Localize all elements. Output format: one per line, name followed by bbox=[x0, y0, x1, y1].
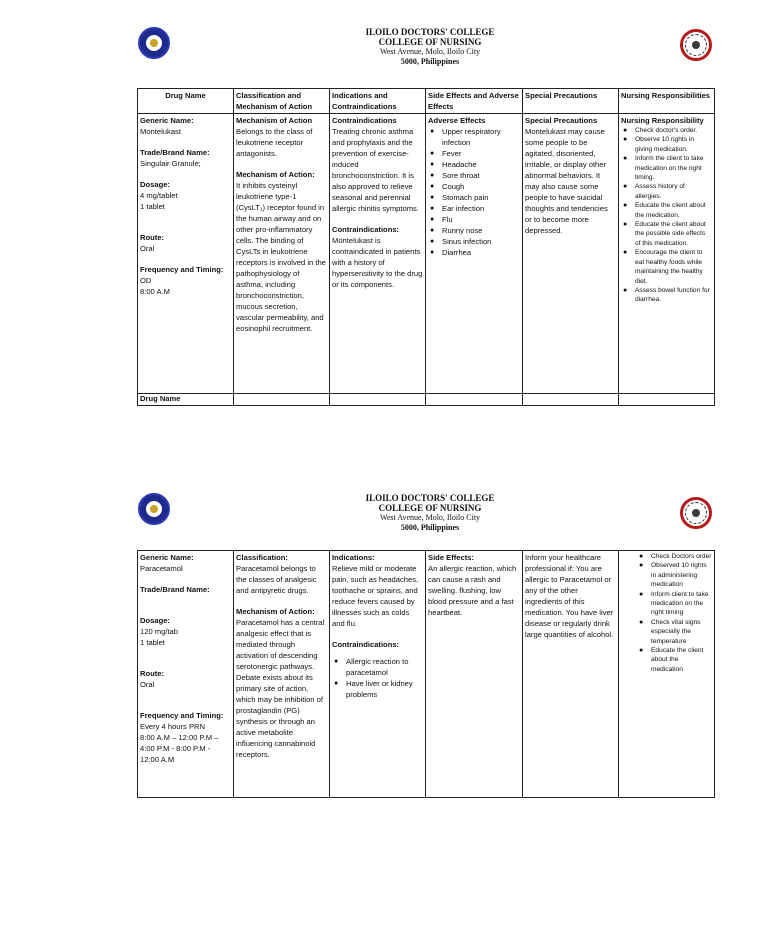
generic-label: Generic Name: bbox=[140, 116, 194, 125]
moa-label: Mechanism of Action: bbox=[236, 170, 315, 179]
indications-label: Indications: bbox=[332, 553, 375, 562]
drug-name-cell bbox=[138, 551, 234, 798]
col-nursing: Nursing Responsibilities bbox=[619, 89, 715, 114]
indications-text: Treating chronic asthma and prophylaxis and the prevention of exercise-induced bronchoconstriction. It is also approved to relieve seasonal and perennial allergic rhinitis symptoms. bbox=[332, 127, 419, 213]
generic-name: Paracetamol bbox=[140, 564, 183, 573]
footer-drug-name: Drug Name bbox=[138, 394, 234, 406]
side-effects-label: Side Effects: bbox=[428, 553, 474, 562]
list-item: ● Upper respiratory infection bbox=[442, 126, 520, 148]
nursing-list bbox=[621, 126, 712, 305]
nursing-cell bbox=[619, 114, 715, 394]
col-classification: Classification and Mechanism of Action bbox=[234, 89, 330, 114]
nursing-seal-right-icon bbox=[680, 29, 712, 61]
frequency-line: Every 4 hours PRN bbox=[140, 722, 205, 731]
postal-address: 5000, Philippines bbox=[400, 57, 460, 66]
list-item: ● Runny nose bbox=[442, 225, 520, 236]
table-row bbox=[138, 394, 715, 406]
college-name: ILOILO DOCTORS' COLLEGE bbox=[365, 493, 495, 503]
list-item: ● Educate the client about the possible side effects of this medication. bbox=[635, 220, 712, 248]
side-effects-list bbox=[428, 126, 520, 258]
college-seal-left-icon bbox=[138, 493, 170, 525]
list-item: ● Stomach pain bbox=[442, 192, 520, 203]
list-item: ● Sore throat bbox=[442, 170, 520, 181]
frequency-line: 12:00 A.M bbox=[140, 755, 175, 764]
frequency-label: Frequency and Timing: bbox=[140, 711, 224, 720]
route-value: Oral bbox=[140, 680, 155, 689]
trade-label: Trade/Brand Name: bbox=[140, 585, 210, 594]
list-item: ● Observe 10 rights in giving medication. bbox=[635, 135, 712, 154]
repeat-header-precautions: Special Precautions bbox=[525, 116, 598, 125]
list-item: ● Have liver or kidney problems bbox=[346, 678, 423, 700]
department-name: COLLEGE OF NURSING bbox=[378, 37, 482, 47]
side-effects-text: An allergic reaction, which can cause a rash and swelling. flushing, low blood pressure and a fast heartbeat. bbox=[428, 564, 517, 617]
trade-label: Trade/Brand Name: bbox=[140, 148, 210, 157]
nursing-seal-right-icon bbox=[680, 497, 712, 529]
indications-cell bbox=[330, 114, 426, 394]
letterhead bbox=[250, 493, 610, 533]
classification-cell bbox=[234, 114, 330, 394]
list-item: ● Educate the client about the medication bbox=[651, 646, 712, 674]
trade-name: Singulair Granule; bbox=[140, 159, 201, 168]
indications-cell bbox=[330, 551, 426, 798]
contraindications-list bbox=[332, 656, 423, 700]
classification-cell bbox=[234, 551, 330, 798]
precautions-text: Montelukast may cause some people to be agitated, disoriented, irritable, or display other abnormal behaviors. It may also cause some people to have suicidal thoughts and tendencies or to become more depressed. bbox=[525, 127, 608, 235]
repeat-header-contra: Contraindications bbox=[332, 116, 397, 125]
frequency-label: Frequency and Timing: bbox=[140, 265, 224, 274]
route-label: Route: bbox=[140, 669, 165, 678]
department-name: COLLEGE OF NURSING bbox=[378, 503, 482, 513]
contraindications-label: Contraindications: bbox=[332, 225, 400, 234]
classification-text: Paracetamol belongs to the classes of analgesic and antipyretic drugs. bbox=[236, 564, 317, 595]
list-item: ● Ear infection bbox=[442, 203, 520, 214]
nursing-list bbox=[621, 552, 712, 674]
moa-label: Mechanism of Action: bbox=[236, 607, 315, 616]
list-item: ● Check vital signs especially the temperature bbox=[651, 618, 712, 646]
list-item: ● Flu bbox=[442, 214, 520, 225]
dosage-label: Dosage: bbox=[140, 616, 170, 625]
list-item: ● Headache bbox=[442, 159, 520, 170]
moa-text: It inhibits cysteinyl leukotriene type-1 (CysLT₁) receptor found in the human airway and on other pro-inflammatory cells. The binding of CysLTs in leukotriene receptors is involved in the pathophysiology of asthma, including bronchoconstriction, mucous secretion, vascular permeability, and eosinophil recruitment. bbox=[236, 181, 326, 333]
dosage-label: Dosage: bbox=[140, 180, 170, 189]
frequency-line: 8:00 A.M – 12:00 P.M – bbox=[140, 733, 219, 742]
route-value: Oral bbox=[140, 244, 155, 253]
side-effects-cell bbox=[426, 114, 523, 394]
college-name: ILOILO DOCTORS' COLLEGE bbox=[365, 27, 495, 37]
list-item: ● Allergic reaction to paracetamol bbox=[346, 656, 423, 678]
list-item: ● Inform the client to take medication on the right timing. bbox=[635, 154, 712, 182]
dosage-line: 1 tablet bbox=[140, 202, 165, 211]
col-side-effects: Side Effects and Adverse Effects bbox=[426, 89, 523, 114]
drug-study-table-montelukast bbox=[137, 88, 715, 406]
list-item: ● Assess bowel function for diarrhea. bbox=[635, 286, 712, 305]
generic-label: Generic Name: bbox=[140, 553, 194, 562]
list-item: ● Diarrhea bbox=[442, 247, 520, 258]
street-address: West Avenue, Molo, Iloilo City bbox=[379, 513, 481, 522]
contraindications-label: Contraindications: bbox=[332, 640, 400, 649]
route-label: Route: bbox=[140, 233, 165, 242]
col-indications: Indications and Contraindications bbox=[330, 89, 426, 114]
frequency-line: OD bbox=[140, 276, 152, 285]
precautions-cell bbox=[523, 551, 619, 798]
classification-label: Classification: bbox=[236, 553, 288, 562]
moa-text: Paracetamol has a central analgesic effect that is mediated through activation of descending serotonergic pathways. Debate exists about its primary site of action, which may be inhibition of prostaglandin (PG) synthesis or through an active metabolite influencing cannabinoid receptors. bbox=[236, 618, 325, 759]
dosage-line: 120 mg/tab bbox=[140, 627, 178, 636]
repeat-header-moa: Mechanism of Action bbox=[236, 116, 313, 125]
letterhead bbox=[250, 27, 610, 67]
table-header-row bbox=[138, 89, 715, 114]
precautions-text: Inform your healthcare professional if: You are allergic to Paracetamol or any of the other ingredients of this medication. You have liver disease or regularly drink large quantities of alcohol. bbox=[525, 553, 614, 639]
list-item: ● Encourage the client to eat healthy foods while maintaining the healthy diet. bbox=[635, 248, 712, 286]
list-item: ● Educate the client about the medication. bbox=[635, 201, 712, 220]
list-item: ● Assess history of allergies. bbox=[635, 182, 712, 201]
precautions-cell bbox=[523, 114, 619, 394]
list-item: ● Check doctor's order. bbox=[635, 126, 712, 135]
frequency-line: 8:00 A.M bbox=[140, 287, 170, 296]
list-item: ● Fever bbox=[442, 148, 520, 159]
col-drug-name: Drug Name bbox=[138, 89, 234, 114]
street-address: West Avenue, Molo, Iloilo City bbox=[379, 47, 481, 56]
table-row bbox=[138, 114, 715, 394]
list-item: ● Check Doctors order bbox=[651, 552, 712, 561]
drug-study-table-paracetamol bbox=[137, 550, 715, 798]
frequency-line: 4:00 P.M - 8:00 P.M - bbox=[140, 744, 211, 753]
side-effects-cell bbox=[426, 551, 523, 798]
list-item: ● Inform client to take medication on the right timing bbox=[651, 590, 712, 618]
list-item: ● Sinus infection bbox=[442, 236, 520, 247]
col-precautions: Special Precautions bbox=[523, 89, 619, 114]
contraindications-text: Montelukast is contraindicated in patients with a history of hypersensitivity to the drug or its components. bbox=[332, 236, 423, 289]
generic-name: Montelukast bbox=[140, 127, 181, 136]
nursing-cell bbox=[619, 551, 715, 798]
postal-address: 5000, Philippines bbox=[400, 523, 460, 532]
table-row bbox=[138, 551, 715, 798]
classification-text: Belongs to the class of leukotriene receptor antagonists. bbox=[236, 127, 313, 158]
dosage-line: 4 mg/tablet bbox=[140, 191, 178, 200]
list-item: ● Cough bbox=[442, 181, 520, 192]
drug-name-cell bbox=[138, 114, 234, 394]
college-seal-left-icon bbox=[138, 27, 170, 59]
indications-text: Relieve mild or moderate pain, such as headaches, toothache or sprains, and reduce fevers caused by illnesses such as colds and flu. bbox=[332, 564, 419, 628]
dosage-line: 1 tablet bbox=[140, 638, 165, 647]
repeat-header-nursing: Nursing Responsibility bbox=[621, 116, 704, 125]
repeat-header-adverse: Adverse Effects bbox=[428, 116, 486, 125]
list-item: ● Observed 10 rights in administering medication bbox=[651, 561, 712, 589]
